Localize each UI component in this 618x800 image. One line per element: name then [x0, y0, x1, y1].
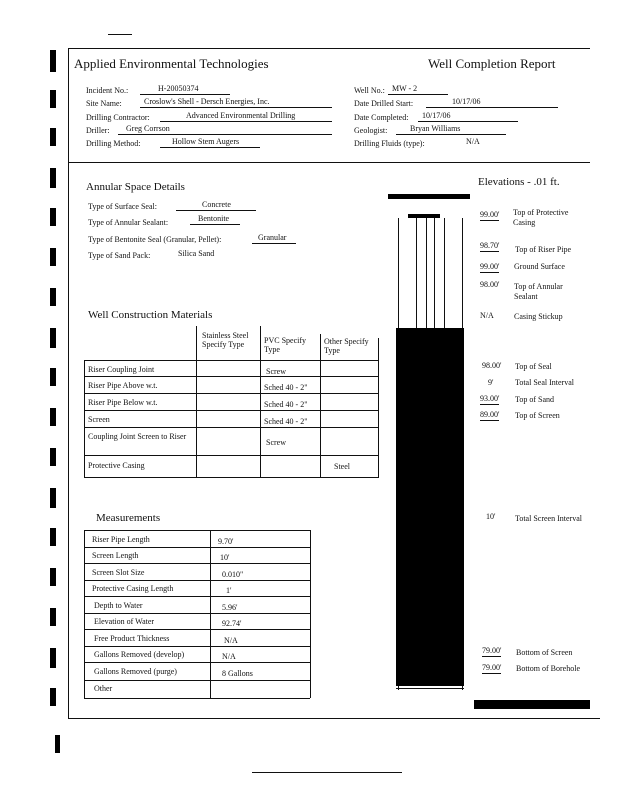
list-item: Top of Seal — [515, 362, 552, 371]
table-row: Depth to Water — [94, 601, 143, 610]
surface-seal-label: Type of Surface Seal: — [88, 202, 157, 211]
bentonite-seal-value: Granular — [258, 233, 287, 242]
col-other-header: Other Specify Type — [324, 337, 369, 355]
geologist-label: Geologist: — [354, 126, 388, 135]
annular-section-title: Annular Space Details — [86, 181, 185, 193]
geologist-value: Bryan Williams — [410, 124, 461, 133]
date-started-label: Date Drilled Start: — [354, 99, 414, 108]
driller-value: Greg Corrson — [126, 124, 170, 133]
list-item: Top of Riser Pipe — [515, 245, 572, 254]
ground-surface-bar — [388, 194, 470, 199]
date-started-value: 10/17/06 — [452, 97, 481, 106]
table-row: Free Product Thickness — [94, 634, 170, 643]
drilling-fluids-value: N/A — [466, 137, 480, 146]
protective-casing-cap — [408, 214, 440, 218]
driller-label: Driller: — [86, 126, 110, 135]
drilling-contractor-label: Drilling Contractor: — [86, 113, 150, 122]
annular-sealant-value: Bentonite — [198, 214, 230, 223]
table-row: Riser Coupling Joint — [88, 365, 155, 374]
table-row: Riser Pipe Length — [92, 535, 150, 544]
table-row: Screen Slot Size — [92, 568, 145, 577]
table-row: Riser Pipe Below w.t. — [88, 398, 158, 407]
list-item: Top of Sand — [515, 395, 554, 404]
annular-sealant-label: Type of Annular Sealant: — [88, 218, 169, 227]
table-row: Coupling Joint Screen to Riser — [88, 432, 187, 441]
table-row: Screen Length — [92, 551, 139, 560]
table-row: Riser Pipe Above w.t. — [88, 381, 158, 390]
table-row: Gallons Removed (develop) — [94, 650, 185, 659]
table-row: Elevation of Water — [94, 617, 155, 626]
date-completed-label: Date Completed: — [354, 113, 409, 122]
footer-bar — [474, 700, 590, 709]
date-completed-value: 10/17/06 — [422, 111, 451, 120]
list-item: Top of Screen — [515, 411, 560, 420]
sand-pack-label: Type of Sand Pack: — [88, 251, 151, 260]
drilling-fluids-label: Drilling Fluids (type): — [354, 139, 425, 148]
site-name-value: Croslow's Shell - Dersch Energies, Inc. — [144, 97, 270, 106]
list-item: Bottom of Screen — [516, 648, 573, 657]
list-item: Total Screen Interval — [515, 514, 582, 523]
annular-sealant-fill — [396, 328, 464, 686]
drilling-method-value: Hollow Stem Augers — [172, 137, 240, 146]
drilling-contractor-value: Advanced Environmental Drilling — [186, 111, 296, 120]
well-no-label: Well No.: — [354, 86, 385, 95]
company-name: Applied Environmental Technologies — [74, 56, 269, 71]
incident-no-label: Incident No.: — [86, 86, 129, 95]
measurements-section-title: Measurements — [96, 512, 161, 524]
list-item: Casing Stickup — [514, 312, 563, 321]
list-item: Top of Annular Sealant — [514, 282, 563, 301]
report-title: Well Completion Report — [428, 56, 556, 71]
sand-pack-value: Silica Sand — [178, 249, 215, 258]
table-row: Other — [94, 684, 113, 693]
list-item: Total Seal Interval — [515, 378, 574, 387]
table-row: Screen — [88, 415, 110, 424]
surface-seal-value: Concrete — [202, 200, 231, 209]
table-row: Protective Casing Length — [92, 584, 174, 593]
drilling-method-label: Drilling Method: — [86, 139, 141, 148]
bentonite-seal-label: Type of Bentonite Seal (Granular, Pellet): — [88, 235, 222, 244]
table-row: Gallons Removed (purge) — [94, 667, 177, 676]
col-stainless-header: Stainless Steel Specify Type — [202, 331, 249, 349]
col-pvc-header: PVC Specify Type — [264, 336, 306, 354]
materials-section-title: Well Construction Materials — [88, 309, 213, 321]
incident-no-value: H-20050374 — [158, 84, 199, 93]
list-item: Top of Protective Casing — [513, 208, 569, 227]
list-item: Ground Surface — [514, 262, 565, 271]
elevations-title: Elevations - .01 ft. — [478, 176, 560, 188]
site-name-label: Site Name: — [86, 99, 122, 108]
list-item: Bottom of Borehole — [516, 664, 580, 673]
table-row: Protective Casing — [88, 461, 145, 470]
well-no-value: MW - 2 — [392, 84, 418, 93]
